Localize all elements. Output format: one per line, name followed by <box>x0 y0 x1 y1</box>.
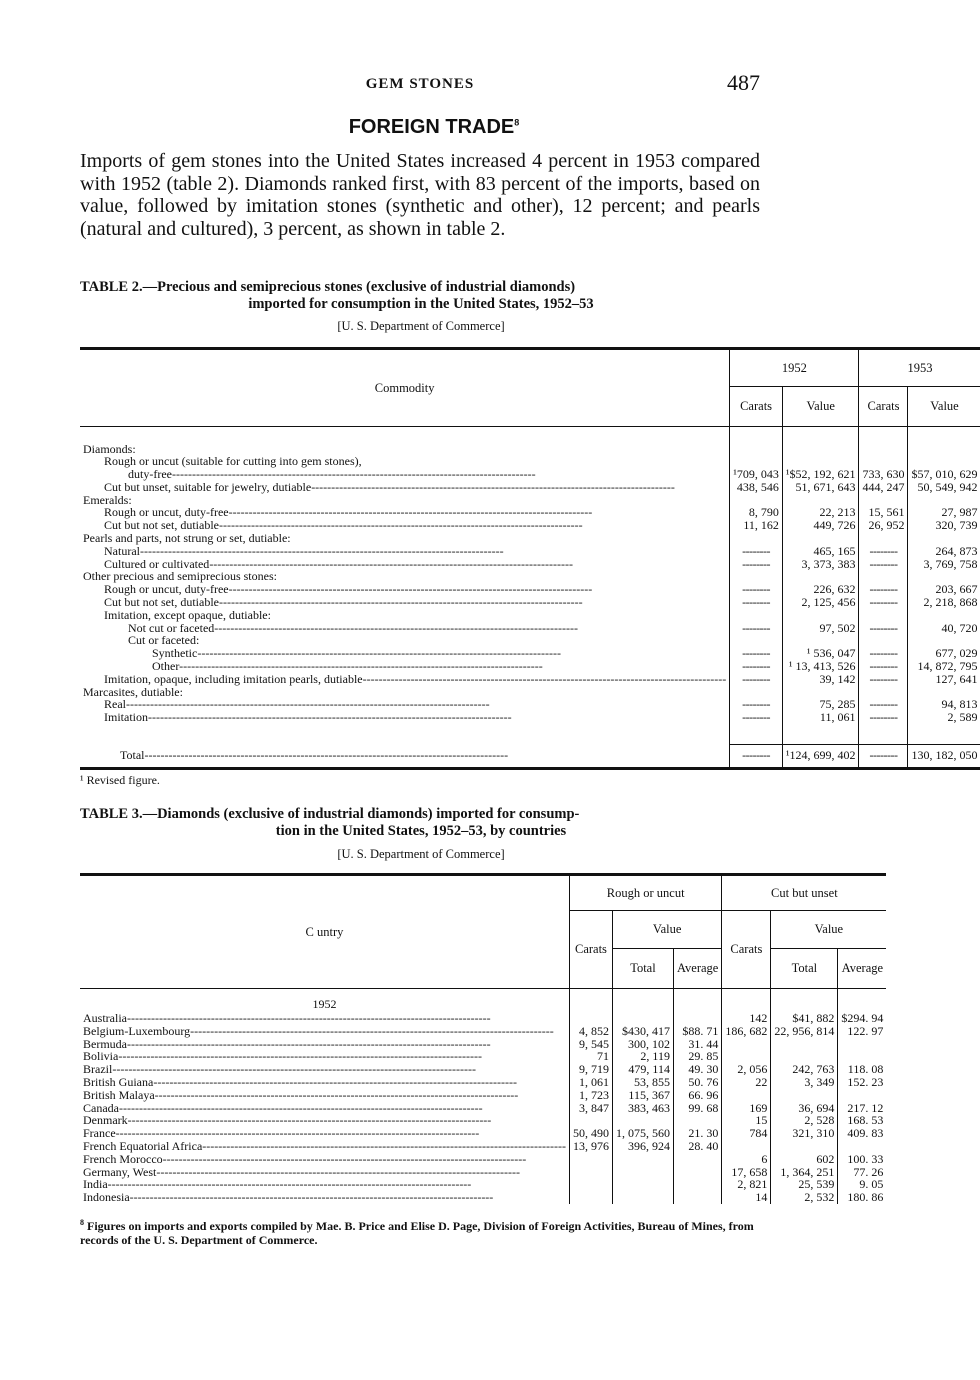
table3-rough-carats <box>569 1178 612 1191</box>
page-number: 487 <box>727 70 760 95</box>
table2-carats-1952: 11, 162 <box>730 519 783 532</box>
table3-cut-total: 3, 349 <box>771 1076 838 1089</box>
table2-carats-1953: -------- <box>859 596 908 609</box>
table2-commodity-label: Imitation <box>104 710 148 725</box>
table3-rough-carats: 3, 847 <box>569 1102 612 1115</box>
table3-cut-carats: 142 <box>722 1012 771 1025</box>
table2-value-1953: 320, 739 <box>908 519 980 532</box>
table2-source: [U. S. Department of Commerce] <box>337 319 505 333</box>
table2-value-1952: 3, 373, 383 <box>782 558 859 571</box>
table3-country-label: Denmark <box>83 1113 128 1128</box>
table2-carats-1952: -------- <box>730 596 783 609</box>
table2-value-1953 <box>908 443 980 456</box>
table2-value-1953: 50, 549, 942 <box>908 481 980 494</box>
table2-value-1952: 449, 726 <box>782 519 859 532</box>
table3-rough-total: 2, 119 <box>612 1050 673 1063</box>
table3-cut-total: 1, 364, 251 <box>771 1166 838 1179</box>
table2-carats-1952: -------- <box>730 711 783 724</box>
section-title-text: FOREIGN TRADE <box>348 116 515 138</box>
table2-value-1953: 677, 029 <box>908 647 980 660</box>
table2-value-1952: ¹$52, 192, 621 <box>782 468 859 481</box>
table3-country-label: Belgium-Luxembourg <box>83 1023 191 1038</box>
table3-country-label: Indonesia <box>83 1190 130 1205</box>
table3-cut-average: 122. 97 <box>838 1025 887 1038</box>
table3-country-label: India <box>83 1177 108 1192</box>
table3-rough-average: 31. 44 <box>673 1038 721 1051</box>
table3-cut-carats: 784 <box>722 1127 771 1140</box>
table2-commodity-label: Cut but not set, dutiable <box>104 518 219 533</box>
table2-commodity-label: Imitation, opaque, including imitation pearls, dutiable <box>104 671 363 686</box>
table3-rough-average: $88. 71 <box>673 1025 721 1038</box>
table2-value-1952: 39, 142 <box>782 673 859 686</box>
table2-total <box>80 730 980 768</box>
table3-rough-total: 300, 102 <box>612 1038 673 1051</box>
table3-rough-carats <box>569 1191 612 1204</box>
table2-value-1952: 22, 213 <box>782 506 859 519</box>
table3-rough-total: 53, 855 <box>612 1076 673 1089</box>
table2-carats-1953: -------- <box>859 647 908 660</box>
table3-cut-average: 217. 12 <box>838 1102 887 1115</box>
table3-country-cell <box>80 1191 569 1204</box>
table3-rough-carats: 71 <box>569 1050 612 1063</box>
table3-country-label: Canada <box>83 1100 119 1115</box>
table2-carats-1953: -------- <box>859 622 908 635</box>
table2-carats-1953: 733, 630 <box>859 468 908 481</box>
table3-rough-carats: 9, 719 <box>569 1063 612 1076</box>
footnote-8-text: Figures on imports and exports compiled by Mae. B. Price and Elise D. Page, Division of Foreign Activities, Bureau of Mines, from records of the U. S. Department of Commerce. <box>80 1219 754 1247</box>
table3-cut-average: 152. 23 <box>838 1076 887 1089</box>
table2-header-carats-1953: Carats <box>859 387 908 427</box>
table3-cut-total: 2, 528 <box>771 1114 838 1127</box>
table3-country-label: France <box>83 1126 116 1141</box>
table2-total-carats-1953: -------- <box>859 744 908 768</box>
table2-row <box>80 711 980 724</box>
table3-cut-carats: 169 <box>722 1102 771 1115</box>
table3-cut-carats: 2, 821 <box>722 1178 771 1191</box>
table2-carats-1952: -------- <box>730 647 783 660</box>
table3-rough-average: 29. 85 <box>673 1050 721 1063</box>
table2-carats-1953: 444, 247 <box>859 481 908 494</box>
running-header <box>80 72 760 96</box>
table2-carats-1952: ¹709, 043 <box>730 468 783 481</box>
table2-carats-1953: -------- <box>859 698 908 711</box>
table2-carats-1952: 438, 546 <box>730 481 783 494</box>
table2-carats-1952: -------- <box>730 558 783 571</box>
table3-cut-total: 22, 956, 814 <box>771 1025 838 1038</box>
table3-header-cut-carats: Carats <box>722 911 771 989</box>
table3-cut-total <box>771 1140 838 1153</box>
table3-cut-carats: 14 <box>722 1191 771 1204</box>
table3-country-label: French Equatorial Africa <box>83 1138 203 1153</box>
table2-carats-1952: -------- <box>730 660 783 673</box>
table3-header-cut-value: Value <box>771 911 887 949</box>
table2-header-value-1952: Value <box>782 387 859 427</box>
table3-country-label: Bolivia <box>83 1049 119 1064</box>
table2-caption <box>80 279 762 313</box>
table2-commodity-label: Imitation, except opaque, dutiable: <box>104 607 271 622</box>
table2-value-1952: 465, 165 <box>782 545 859 558</box>
table3-cut-carats: 2, 056 <box>722 1063 771 1076</box>
table3-cut-total: 2, 532 <box>771 1191 838 1204</box>
table2-commodity-label: Cultured or cultivated <box>104 556 210 571</box>
table3-cut-total: 25, 539 <box>771 1178 838 1191</box>
table3-rough-average <box>673 1012 721 1025</box>
table2-carats-1953: -------- <box>859 558 908 571</box>
table2-value-1952 <box>782 609 859 622</box>
table3-rough-total: $430, 417 <box>612 1025 673 1038</box>
table2-value-1952: 51, 671, 643 <box>782 481 859 494</box>
footnote-8 <box>80 1216 764 1247</box>
table3-cut-average: 409. 83 <box>838 1127 887 1140</box>
table3-header-rough-carats: Carats <box>569 911 612 989</box>
table3-cut-average: 168. 53 <box>838 1114 887 1127</box>
table2-commodity-label: Rough or uncut (suitable for cutting into gem stones), <box>104 454 362 469</box>
table3-cut-total <box>771 1038 838 1051</box>
section-title <box>0 116 868 139</box>
running-title: GEM STONES <box>365 76 475 92</box>
intro-paragraph: Imports of gem stones into the United States increased 4 percent in 1953 compared with 1952 (table 2). Diamonds ranked first, with 83 percent of the imports, based on value, followed by imitation stones (synthetic and other), 12 percent; and pearls (natural and cultured), 3 percent, as shown in table 2. <box>80 150 760 240</box>
table2-row <box>80 481 980 494</box>
table2-commodity-label: Other precious and semiprecious stones: <box>83 569 277 584</box>
table2-value-1952: 2, 125, 456 <box>782 596 859 609</box>
table3-cut-carats: 6 <box>722 1153 771 1166</box>
table3-cut-average <box>838 1038 887 1051</box>
table3-rough-average <box>673 1153 721 1166</box>
table3-rough-total: 479, 114 <box>612 1063 673 1076</box>
table3-cut-carats <box>722 1089 771 1102</box>
table2-commodity-label: Cut or faceted: <box>128 633 200 648</box>
table2-carats-1952 <box>730 443 783 456</box>
table2-carats-1952: -------- <box>730 673 783 686</box>
table3-rough-total <box>612 1166 673 1179</box>
table3-cut-total: 36, 694 <box>771 1102 838 1115</box>
table3-cut-average: 100. 33 <box>838 1153 887 1166</box>
table3-cut-total <box>771 1089 838 1102</box>
table2-commodity-label: Synthetic <box>152 646 198 661</box>
table2-value-1952: 75, 285 <box>782 698 859 711</box>
table2-commodity-label: Rough or uncut, duty-free <box>104 582 229 597</box>
table3-rough-total: 383, 463 <box>612 1102 673 1115</box>
table3-cut-total: $41, 882 <box>771 1012 838 1025</box>
table3-cut-carats: 17, 658 <box>722 1166 771 1179</box>
table2-value-1952: ¹ 13, 413, 526 <box>782 660 859 673</box>
table2-value-1952: 226, 632 <box>782 583 859 596</box>
table3-cut-average: 180. 86 <box>838 1191 887 1204</box>
table3-cut-average <box>838 1140 887 1153</box>
table3-rough-carats: 4, 852 <box>569 1025 612 1038</box>
table2-value-1953: 203, 667 <box>908 583 980 596</box>
table2-value-1953: 94, 813 <box>908 698 980 711</box>
table2-value-1952: 11, 061 <box>782 711 859 724</box>
table3-rough-carats <box>569 1012 612 1025</box>
table2-value-1953: 2, 218, 868 <box>908 596 980 609</box>
table2-value-1953: 127, 641 <box>908 673 980 686</box>
table2-total-carats-1952: -------- <box>730 744 783 768</box>
table3-header-rough-value: Value <box>612 911 721 949</box>
table3-caption <box>80 806 762 840</box>
table2-row <box>80 673 980 686</box>
table2-carats-1953: 26, 952 <box>859 519 908 532</box>
table2-carats-1953: -------- <box>859 660 908 673</box>
table3-cut-total: 321, 310 <box>771 1127 838 1140</box>
table3-cut-average: 9. 05 <box>838 1178 887 1191</box>
table3-rough-carats <box>569 1166 612 1179</box>
table2-commodity-label: Rough or uncut, duty-free <box>104 505 229 520</box>
table3-country-label: Germany, West <box>83 1164 157 1179</box>
table3-rough-average: 21. 30 <box>673 1127 721 1140</box>
table2-carats-1952: -------- <box>730 698 783 711</box>
table3-cut-carats: 186, 682 <box>722 1025 771 1038</box>
table2-value-1952 <box>782 443 859 456</box>
table2-carats-1952: 8, 790 <box>730 506 783 519</box>
table3-cut-carats: 22 <box>722 1076 771 1089</box>
table2-carats-1953 <box>859 609 908 622</box>
table2-carats-1952 <box>730 532 783 545</box>
table2-body <box>80 427 980 731</box>
table2-carats-1952: -------- <box>730 622 783 635</box>
table2-header-commodity: Commodity <box>80 349 730 427</box>
table2-carats-1953 <box>859 532 908 545</box>
table2-header-carats-1952: Carats <box>730 387 783 427</box>
table3-cut-total: 242, 763 <box>771 1063 838 1076</box>
table3-rough-average <box>673 1166 721 1179</box>
table3-country-label: Brazil <box>83 1062 113 1077</box>
footnote-8-mark: 8 <box>80 1218 84 1227</box>
table2-carats-1953: -------- <box>859 545 908 558</box>
table2-carats-1953 <box>859 443 908 456</box>
table2-total-value-1953: 130, 182, 050 <box>908 744 980 768</box>
table3-header-cut: Cut but unset <box>722 875 887 911</box>
table2-value-1953 <box>908 609 980 622</box>
table3-rough-average <box>673 1178 721 1191</box>
table3-header-rough-average: Average <box>673 949 721 989</box>
table2-caption-line1: TABLE 2.—Precious and semiprecious stones (exclusive of industrial diamonds) <box>80 279 576 295</box>
table2-carats-1952 <box>730 609 783 622</box>
table3-country-label: British Guiana <box>83 1074 154 1089</box>
table3-cut-carats <box>722 1038 771 1051</box>
table3-year-label: 1952 <box>312 997 337 1011</box>
table3-header-rough-total: Total <box>612 949 673 989</box>
table2-commodity-label: Cut but unset, suitable for jewelry, dutiable <box>104 479 312 494</box>
table3-cut-average <box>838 1089 887 1102</box>
table2-total-value-1952: ¹124, 699, 402 <box>782 744 859 768</box>
table3-cut-average: 77. 26 <box>838 1166 887 1179</box>
table2-value-1953: 3, 769, 758 <box>908 558 980 571</box>
table3-body <box>80 989 886 1204</box>
table3-rough-carats: 1, 061 <box>569 1076 612 1089</box>
table3-rough-total: 115, 367 <box>612 1089 673 1102</box>
table2-row <box>80 622 980 635</box>
table3-rough-average: 99. 68 <box>673 1102 721 1115</box>
table3-rough-average: 66. 96 <box>673 1089 721 1102</box>
table2-carats-1953: -------- <box>859 673 908 686</box>
table2-value-1953: 27, 987 <box>908 506 980 519</box>
table3-rough-total <box>612 1191 673 1204</box>
table3-header-country: C untry <box>80 875 569 989</box>
table2-value-1953: 40, 720 <box>908 622 980 635</box>
table3-rough-average: 49. 30 <box>673 1063 721 1076</box>
table3-rough-average: 50. 76 <box>673 1076 721 1089</box>
table3-cut-average: 118. 08 <box>838 1063 887 1076</box>
table3-source: [U. S. Department of Commerce] <box>337 847 505 861</box>
table2-header-1953: 1953 <box>859 349 980 387</box>
table2-value-1953: 264, 873 <box>908 545 980 558</box>
table3-rough-total: 396, 924 <box>612 1140 673 1153</box>
table3-cut-total: 602 <box>771 1153 838 1166</box>
table2-total-label: Total <box>120 747 145 762</box>
table2-value-1953: $57, 010, 629 <box>908 468 980 481</box>
table2-commodity-cell <box>80 711 730 724</box>
table2-value-1953 <box>908 532 980 545</box>
table3-caption-line1: TABLE 3.—Diamonds (exclusive of industrial diamonds) imported for consump- <box>80 806 580 822</box>
table2-commodity-label: Cut but not set, dutiable <box>104 595 219 610</box>
table3-rough-carats: 9, 545 <box>569 1038 612 1051</box>
table2-commodity-label: Emeralds: <box>83 492 132 507</box>
table3-rough-average <box>673 1191 721 1204</box>
table3-cut-average: $294. 94 <box>838 1012 887 1025</box>
table3-header-rough: Rough or uncut <box>569 875 721 911</box>
table3-row <box>80 1191 886 1204</box>
table2-commodity-label: Marcasites, dutiable: <box>83 684 183 699</box>
table2-commodity-cell <box>80 481 730 494</box>
table2-commodity-label: Not cut or faceted <box>128 620 215 635</box>
table2-value-1952: ¹ 536, 047 <box>782 647 859 660</box>
table2-commodity-label: Other <box>152 659 180 674</box>
table3-header-cut-average: Average <box>838 949 887 989</box>
table2-commodity-label: Real <box>104 697 126 712</box>
table3-caption-line2: tion in the United States, 1952–53, by countries <box>275 823 567 839</box>
table3-cut-carats: 15 <box>722 1114 771 1127</box>
table2-carats-1953: -------- <box>859 583 908 596</box>
table2-commodity-label: Pearls and parts, not strung or set, dutiable: <box>83 531 291 546</box>
table2-carats-1953: 15, 561 <box>859 506 908 519</box>
table2-header-value-1953: Value <box>908 387 980 427</box>
table3-country-label: Bermuda <box>83 1036 127 1051</box>
table3 <box>80 873 886 1204</box>
table2-footnote: ¹ Revised figure. <box>80 773 160 787</box>
table2-value-1953: 2, 589 <box>908 711 980 724</box>
table2-commodity-label: duty-free <box>128 467 172 482</box>
table2-carats-1952: -------- <box>730 545 783 558</box>
table3-rough-total <box>612 1178 673 1191</box>
table2 <box>80 347 980 770</box>
table3-rough-carats: 50, 490 <box>569 1127 612 1140</box>
table2-value-1953: 14, 872, 795 <box>908 660 980 673</box>
table3-rough-average: 28. 40 <box>673 1140 721 1153</box>
table3-rough-total <box>612 1153 673 1166</box>
table3-rough-total: 1, 075, 560 <box>612 1127 673 1140</box>
table2-commodity-label: Diamonds: <box>83 441 136 456</box>
section-title-footnote-mark: 8 <box>514 117 520 128</box>
table3-rough-carats: 13, 976 <box>569 1140 612 1153</box>
table3-rough-carats <box>569 1153 612 1166</box>
table3-cut-carats <box>722 1140 771 1153</box>
table2-value-1952 <box>782 532 859 545</box>
table2-carats-1952: -------- <box>730 583 783 596</box>
table3-country-label: French Morocco <box>83 1151 163 1166</box>
table3-country-label: Australia <box>83 1011 127 1025</box>
table2-header-1952: 1952 <box>730 349 859 387</box>
table3-country-label: British Malaya <box>83 1087 155 1102</box>
table3-rough-carats: 1, 723 <box>569 1089 612 1102</box>
table3-rough-total <box>612 1012 673 1025</box>
table2-value-1952: 97, 502 <box>782 622 859 635</box>
table3-header-cut-total: Total <box>771 949 838 989</box>
table2-commodity-label: Natural <box>104 543 140 558</box>
table2-caption-line2: imported for consumption in the United States, 1952–53 <box>248 296 594 312</box>
table2-carats-1953: -------- <box>859 711 908 724</box>
